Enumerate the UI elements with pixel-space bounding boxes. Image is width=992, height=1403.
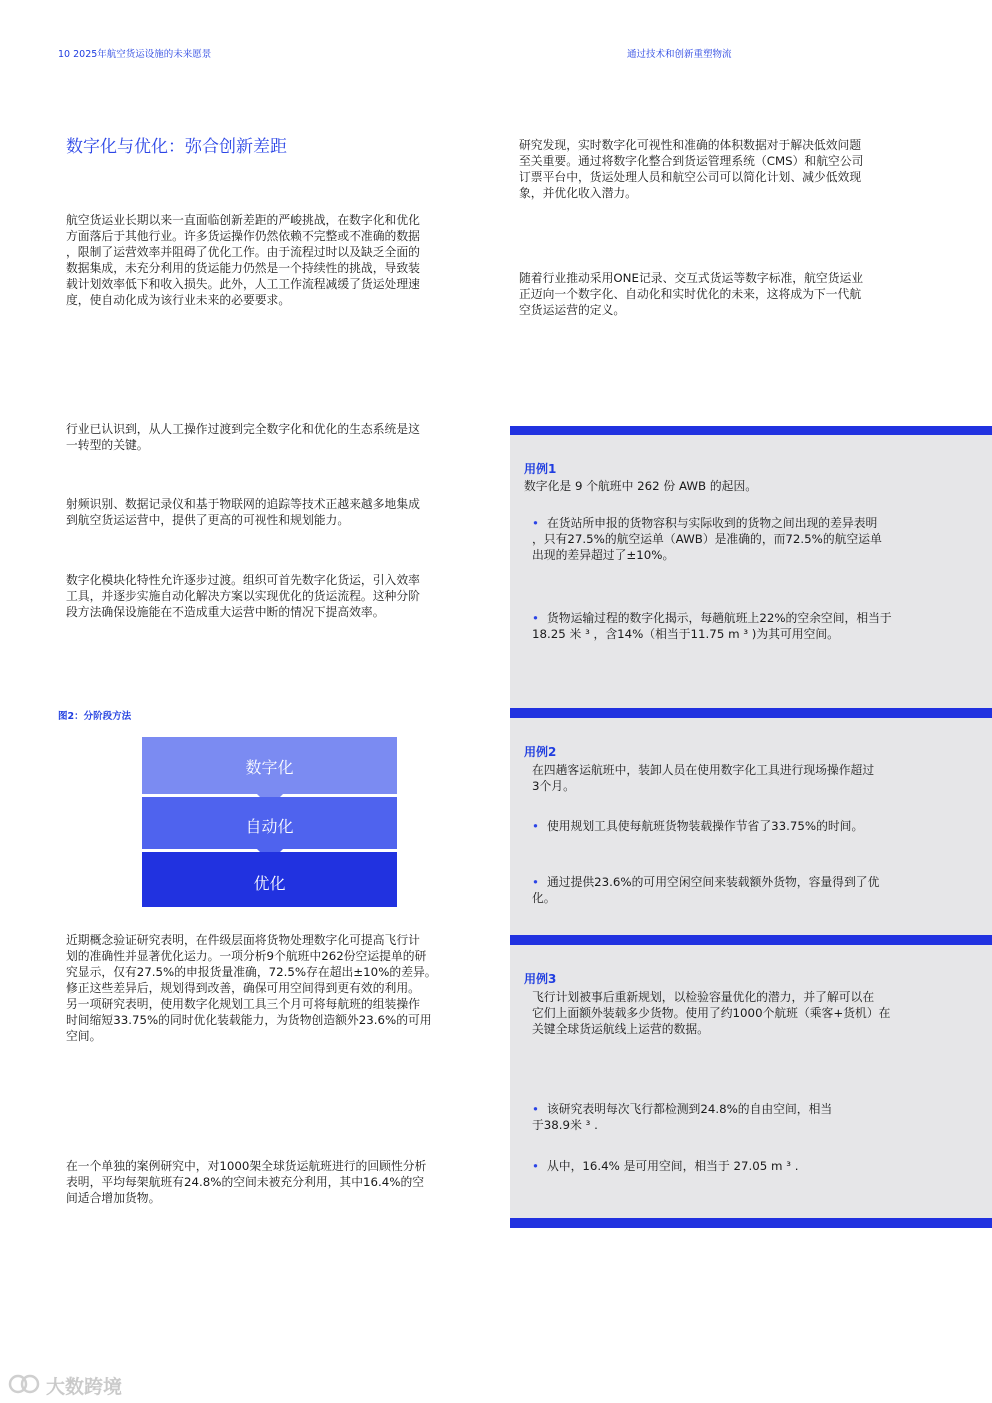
left-paragraph-6: 在一个单独的案例研究中，对1000架全球货运航班进行的回顾性分析 表明，平均每架航班有24.8%的空间未被充分利用，其中16.4%的空 间适合增加货物。 (66, 1159, 427, 1205)
case-panel-bottom-bar (510, 1218, 992, 1228)
bullet-dot-icon: • (532, 1102, 539, 1116)
case-3-bullet-2: • 从中，16.4% 是可用空间，相当于 27.05 m ³ . (532, 1159, 799, 1173)
case-1-bullet-1: • 在货站所申报的货物容积与实际收到的货物之间出现的差异表明 ，只有27.5%的航空运单（AWB）是准确的，而72.5%的航空运单 出现的差异超过了±10%。 (532, 516, 882, 562)
case-2-bullet-1: • 使用规划工具使每航班货物装载操作节省了33.75%的时间。 (532, 819, 864, 833)
phase-step-digitization: 数字化 (142, 737, 397, 794)
left-paragraph-2: 行业已认识到，从人工操作过渡到完全数字化和优化的生态系统是这 一转型的关键。 (66, 422, 420, 452)
case-1-intro: 数字化是 9 个航班中 262 份 AWB 的起因。 (524, 479, 758, 493)
bullet-dot-icon: • (532, 611, 539, 625)
case-1-title: 用例1 (524, 462, 557, 476)
header-left: 10 2025年航空货运设施的未来愿景 (58, 49, 212, 60)
right-paragraph-1: 研究发现，实时数字化可视性和准确的体积数据对于解决低效问题 至关重要。通过将数字化整合到货运管理系统（CMS）和航空公司 订票平台中，货运处理人员和航空公司可以简化计划、减少低效现 象，并优化收入潜力。 (519, 138, 864, 200)
bullet-dot-icon: • (532, 875, 539, 889)
case-3-bullet-1: • 该研究表明每次飞行都检测到24.8%的自由空间，相当 于38.9米 ³ . (532, 1102, 833, 1132)
case-panel-1-top-bar (510, 426, 992, 435)
case-2-title: 用例2 (524, 745, 557, 759)
case-1-bullet-2: • 货物运输过程的数字化揭示，每趟航班上22%的空余空间，相当于 18.25 米 ³ ，含14%（相当于11.75 m ³ )为其可用空间。 (532, 611, 892, 641)
header-right: 通过技术和创新重塑物流 (627, 49, 732, 60)
bullet-dot-icon: • (532, 516, 539, 530)
case-2-bullet-2: • 通过提供23.6%的可用空闲空间来装载额外货物，容量得到了优 化。 (532, 875, 880, 905)
bullet-dot-icon: • (532, 1159, 539, 1173)
left-paragraph-3: 射频识别、数据记录仪和基于物联网的追踪等技术正越来越多地集成 到航空货运运营中，提供了更高的可视性和规划能力。 (66, 497, 420, 527)
phase-step-optimization: 优化 (142, 852, 397, 907)
section-title: 数字化与优化：弥合创新差距 (66, 137, 287, 157)
case-2-intro: 在四趟客运航班中，装卸人员在使用数字化工具进行现场操作超过 3个月。 (532, 763, 875, 793)
left-paragraph-1: 航空货运业长期以来一直面临创新差距的严峻挑战，在数字化和优化 方面落后于其他行业。许多货运操作仍然依赖不完整或不准确的数据 ，限制了运营效率并阻碍了优化工作。由于流程过时以及缺乏全面的 数据集成，未充分利用的货运能力仍然是一个持续性的挑战，导致装 载计划效率低下和收入损失。此外，人工工作流程减缓了货运处理速 度，使自动化成为该行业未来的必要要求。 (66, 213, 420, 307)
left-paragraph-4: 数字化模块化特性允许逐步过渡。组织可首先数字化货运，引入效率 工具，并逐步实施自动化解决方案以实现优化的货运流程。这种分阶 段方法确保设施能在不造成重大运营中断的情况下提高效率。 (66, 573, 420, 619)
watermark-logo-icon (8, 1372, 42, 1400)
figure-caption: 图2：分阶段方法 (58, 711, 132, 722)
bullet-dot-icon: • (532, 819, 539, 833)
case-3-title: 用例3 (524, 972, 557, 986)
phase-step-automation: 自动化 (142, 797, 397, 849)
case-3-intro: 飞行计划被事后重新规划，以检验容量优化的潜力，并了解可以在 它们上面额外装载多少货物。使用了约1000个航班（乘客+货机）在 关键全球货运航线上运营的数据。 (532, 990, 891, 1036)
case-panel-divider-2 (510, 935, 992, 945)
case-panel-1 (510, 426, 992, 709)
watermark-text: 大数跨境 (46, 1376, 123, 1398)
right-paragraph-2: 随着行业推动采用ONE记录、交互式货运等数字标准，航空货运业 正迈向一个数字化、自动化和实时优化的未来，这将成为下一代航 空货运运营的定义。 (519, 271, 864, 317)
case-panel-divider-1 (510, 708, 992, 718)
left-paragraph-5: 近期概念验证研究表明，在件级层面将货物处理数字化可提高飞行计 划的准确性并显著优化运力。一项分析9个航班中262份空运提单的研 究显示，仅有27.5%的申报货量准确，72.5%存在超出±10%的差异。 修正这些差异后，规划得到改善，确保可用空间得到更有效的利用。 另一项研究表明，使用数字化规划工具三个月可将每航班的组装操作 时间缩短33.75%的同时优化装载能力，为货物创造额外23.6%的可用 空间。 (66, 933, 437, 1043)
case-panel-3 (510, 945, 992, 1218)
